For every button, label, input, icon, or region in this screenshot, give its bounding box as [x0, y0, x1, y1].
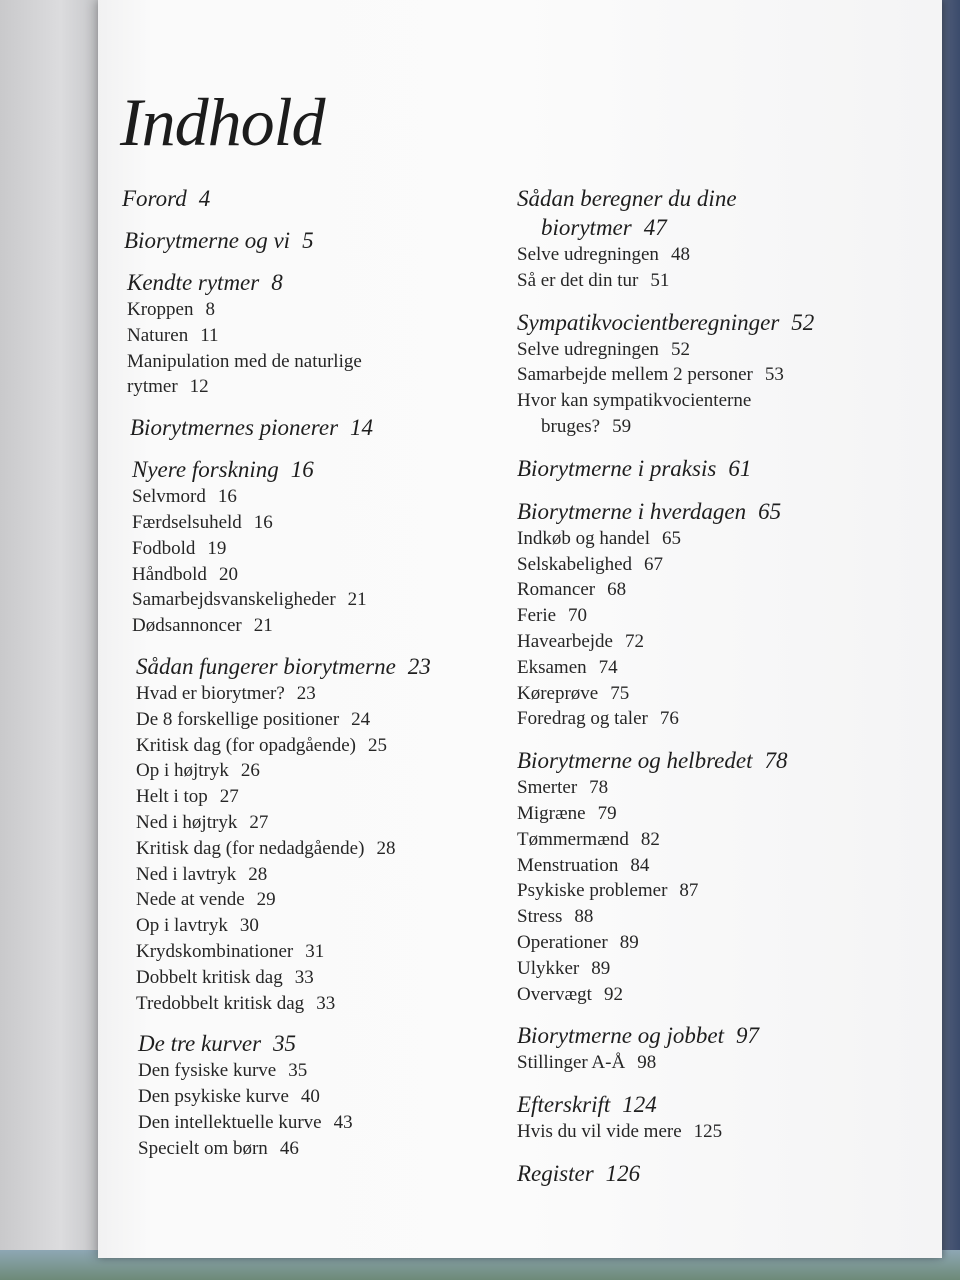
toc-entry [517, 930, 847, 956]
toc-entry [122, 484, 482, 510]
toc-section [122, 1029, 482, 1161]
toc-entry [517, 982, 847, 1008]
section-title: Kendte rytmer [127, 270, 260, 295]
section-title: Sådan beregner du dine [517, 186, 737, 211]
toc-entry [517, 242, 847, 268]
page-number: 30 [239, 915, 259, 937]
page-number: 24 [351, 708, 371, 730]
page-number: 51 [650, 269, 670, 291]
toc-entry [122, 323, 482, 349]
toc-entry [517, 681, 847, 707]
toc-section [517, 746, 847, 1007]
section-title: Biorytmerne og vi [124, 228, 291, 253]
toc-entry [517, 603, 847, 629]
page-number: 28 [376, 837, 396, 859]
entry-title: Overvægt [517, 983, 592, 1005]
page-number: 98 [637, 1052, 657, 1074]
entry-title: Køreprøve [517, 682, 599, 704]
section-title: Sympatikvocientberegninger [517, 309, 780, 335]
toc-entry [517, 362, 847, 388]
page-number: 65 [661, 527, 681, 549]
toc-entry [122, 707, 482, 733]
toc-section [517, 1021, 847, 1076]
section-title: Register [517, 1160, 594, 1186]
page-number: 52 [791, 309, 815, 335]
toc-entry [122, 991, 482, 1017]
entry-title: Fodbold [132, 537, 196, 559]
page-number: 40 [300, 1086, 320, 1108]
toc-right-column [517, 184, 847, 1202]
page-number: 68 [607, 579, 627, 601]
page-number: 89 [591, 957, 611, 979]
toc-entry [517, 956, 847, 982]
toc-entry [122, 836, 482, 862]
entry-title: Selvmord [132, 486, 206, 508]
entry-title: Dobbelt kritisk dag [136, 966, 283, 988]
entry-title: Ulykker [517, 957, 580, 979]
page-number: 47 [643, 215, 667, 240]
page-number: 14 [350, 415, 374, 441]
toc-entry [122, 1084, 482, 1110]
page-number: 4 [198, 186, 211, 211]
section-title: De tre kurver [138, 1031, 262, 1057]
toc-entry [122, 1058, 482, 1084]
section-heading [122, 184, 482, 213]
page-number: 33 [294, 966, 314, 988]
page-number: 11 [200, 324, 219, 346]
toc-section [122, 455, 482, 639]
toc-entry [517, 337, 847, 363]
page-number: 16 [253, 511, 273, 533]
section-title: Sådan fungerer biorytmerne [136, 653, 396, 679]
toc-entry [122, 349, 482, 375]
page-number: 76 [659, 708, 679, 730]
entry-title: Op i højtryk [136, 760, 229, 782]
entry-title: Stress [517, 906, 563, 928]
toc-entry [122, 784, 482, 810]
page-number: 97 [735, 1023, 759, 1049]
entry-title: Tømmermænd [517, 828, 629, 850]
toc-entry [122, 1136, 482, 1162]
entry-title: Foredrag og taler [517, 708, 648, 730]
entry-title-continued: rytmer [127, 376, 178, 398]
page-number: 35 [273, 1031, 297, 1057]
entry-title: Eksamen [517, 656, 587, 678]
toc-entry [122, 939, 482, 965]
page-number: 8 [205, 299, 215, 320]
entry-title: Manipulation med de naturlige [127, 350, 362, 372]
page-number: 27 [219, 786, 239, 808]
toc-entry [517, 526, 847, 552]
section-heading [517, 497, 847, 526]
page-number: 43 [333, 1111, 353, 1133]
page-title: Indhold [120, 84, 325, 160]
page-number: 21 [253, 615, 273, 637]
page-number: 28 [248, 863, 268, 885]
page-number: 53 [764, 364, 784, 386]
toc-section [517, 497, 847, 732]
toc-section [517, 184, 847, 294]
entry-title: Den intellektuelle kurve [138, 1111, 322, 1133]
entry-title: Hvor kan sympatikvocienterne [517, 390, 752, 412]
entry-title: Helt i top [136, 786, 208, 808]
section-heading [122, 268, 482, 297]
entry-title: Hvad er biorytmer? [136, 682, 285, 704]
page-number: 65 [758, 498, 782, 524]
toc-entry [122, 562, 482, 588]
left-background [0, 0, 110, 1280]
toc-entry [122, 965, 482, 991]
section-heading [517, 184, 847, 213]
entry-title: Dødsannoncer [132, 615, 242, 637]
page-number: 126 [605, 1160, 641, 1186]
page-number: 82 [640, 828, 660, 850]
entry-title: Tredobbelt kritisk dag [136, 992, 305, 1014]
page-number: 78 [589, 777, 609, 799]
toc-entry [517, 878, 847, 904]
entry-title: De 8 forskellige positioner [136, 708, 340, 730]
section-title: Biorytmerne i praksis [517, 455, 717, 481]
toc-entry [517, 706, 847, 732]
entry-title: Op i lavtryk [136, 915, 228, 937]
page-number: 26 [240, 760, 260, 782]
toc-entry [517, 268, 847, 294]
page-number: 5 [302, 228, 314, 253]
page-number: 27 [249, 811, 269, 833]
entry-title: Menstruation [517, 854, 619, 876]
page-number: 75 [610, 682, 630, 704]
entry-title: Ferie [517, 605, 557, 627]
section-title: Biorytmerne og jobbet [517, 1023, 724, 1049]
toc-entry [517, 775, 847, 801]
page-number: 23 [296, 682, 316, 704]
toc-entry [517, 629, 847, 655]
section-title: Biorytmernes pionerer [130, 415, 339, 441]
page-number: 79 [597, 802, 617, 824]
toc-entry [122, 587, 482, 613]
toc-section [122, 268, 482, 400]
toc-entry [517, 801, 847, 827]
entry-title: Samarbejdsvanskeligheder [132, 589, 336, 611]
page-number: 35 [288, 1060, 308, 1082]
section-heading [122, 1029, 482, 1058]
toc-section [517, 1159, 847, 1188]
page-number: 88 [574, 906, 594, 928]
page-number: 89 [619, 931, 639, 953]
section-heading [517, 1159, 847, 1188]
toc-section [517, 308, 847, 440]
page-number: 20 [218, 563, 238, 585]
toc-entry [122, 913, 482, 939]
toc-section [517, 454, 847, 483]
toc-entry [122, 297, 482, 323]
page-number: 67 [644, 553, 664, 575]
page-number: 33 [316, 992, 336, 1014]
entry-title: Krydskombinationer [136, 940, 294, 962]
entry-title: Kritisk dag (for nedadgående) [136, 837, 365, 859]
entry-title: Hvis du vil vide mere [517, 1121, 682, 1143]
toc-section [517, 1090, 847, 1145]
section-heading [122, 652, 482, 681]
page-number: 16 [290, 457, 314, 483]
entry-title: Samarbejde mellem 2 personer [517, 364, 753, 386]
toc-entry [122, 510, 482, 536]
section-heading [517, 308, 847, 337]
toc-entry [517, 1050, 847, 1076]
entry-title: Specielt om børn [138, 1137, 268, 1159]
page-number: 78 [764, 748, 788, 774]
entry-title: Romancer [517, 579, 596, 601]
page-number: 125 [693, 1121, 723, 1143]
toc-section [122, 184, 482, 213]
section-heading [517, 746, 847, 775]
section-title: Biorytmerne og helbredet [517, 748, 753, 774]
toc-section [122, 413, 482, 442]
entry-title: Selve udregningen [517, 338, 659, 360]
entry-title: Ned i højtryk [136, 811, 238, 833]
page-number: 74 [598, 656, 618, 678]
section-heading-continued [517, 213, 847, 242]
page-number: 87 [679, 880, 699, 902]
toc-entry [122, 758, 482, 784]
section-heading [122, 455, 482, 484]
entry-title: Psykiske problemer [517, 880, 668, 902]
page-number: 84 [630, 854, 650, 876]
entry-title: Migræne [517, 802, 586, 824]
toc-section [122, 226, 482, 255]
entry-title-continued: bruges? [541, 415, 601, 437]
toc-entry [122, 733, 482, 759]
section-title: Forord [122, 186, 187, 211]
toc-entry-continued [122, 374, 482, 400]
toc-entry [122, 887, 482, 913]
toc-entry [122, 810, 482, 836]
page-number: 46 [279, 1137, 299, 1159]
entry-title: Naturen [127, 324, 189, 346]
section-heading [122, 413, 482, 442]
toc-left-column [122, 184, 482, 1175]
toc-entry [122, 862, 482, 888]
entry-title: Operationer [517, 931, 608, 953]
section-title: Efterskrift [517, 1092, 611, 1118]
section-title: Nyere forskning [132, 457, 279, 483]
entry-title: Nede at vende [136, 889, 245, 911]
toc-section [122, 652, 482, 1016]
toc-entry [122, 1110, 482, 1136]
entry-title: Selskabelighed [517, 553, 633, 575]
page-number: 29 [256, 889, 276, 911]
section-title: Biorytmerne i hverdagen [517, 498, 747, 524]
entry-title: Selve udregningen [517, 244, 659, 265]
page-number: 21 [347, 589, 367, 611]
page-number: 52 [670, 338, 690, 360]
toc-entry [517, 655, 847, 681]
page-number: 61 [728, 455, 752, 481]
entry-title: Færdselsuheld [132, 511, 242, 533]
page-number: 16 [217, 486, 237, 508]
page-number: 124 [622, 1092, 657, 1118]
toc-entry [517, 577, 847, 603]
section-heading [517, 1021, 847, 1050]
entry-title: Indkøb og handel [517, 527, 650, 549]
page-number: 48 [670, 244, 690, 265]
page-number: 23 [407, 653, 431, 679]
entry-title: Håndbold [132, 563, 207, 585]
section-heading [122, 226, 482, 255]
toc-entry [122, 536, 482, 562]
page-number: 8 [271, 270, 283, 295]
section-heading [517, 454, 847, 483]
toc-entry [517, 552, 847, 578]
entry-title: Stillinger A-Å [517, 1052, 626, 1074]
section-title-continued: biorytmer [541, 215, 632, 240]
section-heading [517, 1090, 847, 1119]
page-number: 59 [612, 415, 632, 437]
page-number: 19 [207, 537, 227, 559]
entry-title: Den fysiske kurve [138, 1060, 277, 1082]
entry-title: Den psykiske kurve [138, 1086, 289, 1108]
toc-entry [517, 827, 847, 853]
entry-title: Ned i lavtryk [136, 863, 237, 885]
toc-entry [517, 853, 847, 879]
page-number: 31 [305, 940, 325, 962]
toc-entry [517, 904, 847, 930]
toc-entry [517, 388, 847, 414]
page-number: 12 [189, 376, 209, 398]
page-number: 92 [603, 983, 623, 1005]
page-number: 25 [368, 734, 388, 756]
entry-title: Kritisk dag (for opadgående) [136, 734, 357, 756]
toc-entry [122, 681, 482, 707]
page-number: 72 [625, 630, 644, 652]
toc-entry-continued [517, 414, 847, 440]
page-number: 70 [568, 605, 588, 627]
entry-title: Så er det din tur [517, 269, 639, 291]
toc-entry [517, 1119, 847, 1145]
entry-title: Kroppen [127, 299, 194, 320]
toc-entry [122, 613, 482, 639]
entry-title: Havearbejde [517, 630, 613, 652]
entry-title: Smerter [517, 777, 578, 799]
